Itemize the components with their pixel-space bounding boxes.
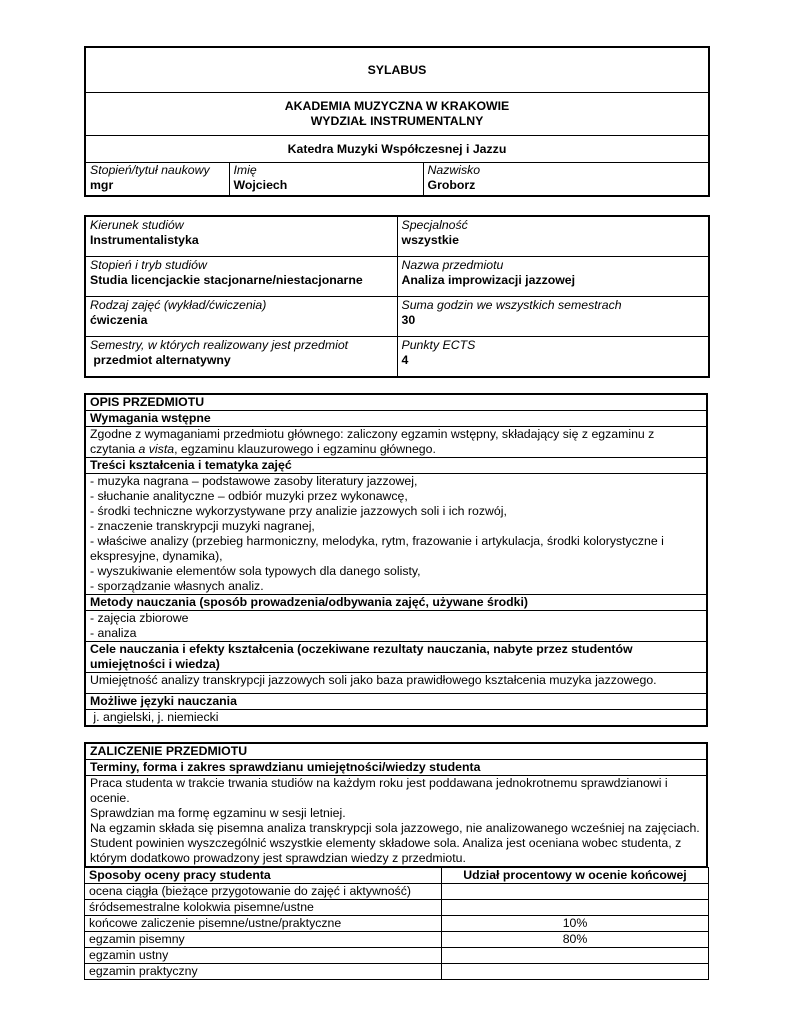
department-name: Katedra Muzyki Współczesnej i Jazzu: [85, 136, 709, 163]
specialty-label: Specjalność: [401, 218, 468, 232]
type-cell: [85, 297, 397, 337]
level-label: Stopień i tryb studiów: [90, 258, 207, 272]
list-item: - wyszukiwanie elementów sola typowych dla danego solisty,: [90, 564, 421, 578]
degree-cell: [85, 163, 229, 197]
subject-label: Nazwa przedmiotu: [401, 258, 504, 272]
ects-cell: [397, 337, 709, 378]
level-cell: [85, 257, 397, 297]
syllabus-title: SYLABUS: [85, 47, 709, 93]
hours-label: Suma godzin we wszystkich semestrach: [401, 298, 622, 312]
academy-cell: [85, 93, 709, 136]
firstname-value: Wojciech: [233, 178, 288, 192]
prereq-title: Wymagania wstępne: [85, 411, 707, 427]
table-row: [85, 932, 709, 948]
method-cell: ocena ciągła (bieżące przygotowanie do zajęć i aktywność): [85, 884, 442, 900]
share-cell: [442, 964, 709, 980]
semesters-value: przedmiot alternatywny: [90, 353, 231, 367]
specialty-value: wszystkie: [401, 233, 459, 247]
terms-text: [85, 776, 707, 868]
description-title: OPIS PRZEDMIOTU: [85, 394, 707, 411]
semesters-label: Semestry, w których realizowany jest przedmiot: [90, 338, 349, 352]
share-cell: 10%: [442, 916, 709, 932]
share-cell: 80%: [442, 932, 709, 948]
share-cell: [442, 884, 709, 900]
list-item: - środki techniczne wykorzystywane przy analizie jazzowych soli i ich rozwój,: [90, 504, 507, 518]
table-row: [85, 916, 709, 932]
table-row: [85, 884, 709, 900]
subject-value: Analiza improwizacji jazzowej: [401, 273, 576, 287]
academy-name: AKADEMIA MUZYCZNA W KRAKOWIE: [284, 99, 510, 113]
method-cell: egzamin pisemny: [85, 932, 442, 948]
firstname-label: Imię: [233, 163, 257, 177]
type-label: Rodzaj zajęć (wykład/ćwiczenia): [90, 298, 267, 312]
lastname-cell: [423, 163, 709, 197]
prereq-text-italic: a vista: [138, 442, 175, 456]
degree-label: Stopień/tytuł naukowy: [90, 163, 210, 177]
hours-cell: [397, 297, 709, 337]
prereq-text-b: , egzaminu klauzurowego i egzaminu głównego.: [174, 442, 436, 456]
firstname-cell: [229, 163, 423, 197]
description-table: [84, 393, 708, 727]
faculty-name: WYDZIAŁ INSTRUMENTALNY: [310, 114, 484, 128]
terms-paragraph: Sprawdzian ma formę egzaminu w sesji letniej.: [90, 806, 346, 820]
languages-text: j. angielski, j. niemiecki: [85, 710, 707, 727]
list-item: - muzyka nagrana – podstawowe zasoby literatury jazzowej,: [90, 474, 418, 488]
prereq-text: [85, 427, 707, 458]
lastname-label: Nazwisko: [427, 163, 481, 177]
share-cell: [442, 948, 709, 964]
grading-table: [84, 867, 709, 980]
table-row: [85, 948, 709, 964]
course-info-table: [84, 215, 710, 378]
languages-title: Możliwe języki nauczania: [85, 694, 707, 710]
terms-paragraph: Praca studenta w trakcie trwania studiów na każdym roku jest poddawana jednokrotnemu sprawdzianowi i ocenie.: [90, 776, 668, 805]
method-cell: egzamin praktyczny: [85, 964, 442, 980]
method-cell: śródsemestralne kolokwia pisemne/ustne: [85, 900, 442, 916]
table-row: [85, 964, 709, 980]
list-item: - znaczenie transkrypcji muzyki nagranej,: [90, 519, 315, 533]
assessment-title: ZALICZENIE PRZEDMIOTU: [85, 743, 707, 760]
goals-text: Umiejętność analizy transkrypcji jazzowych soli jako baza prawidłowego kształcenia muzyka jazzowego.: [85, 673, 707, 694]
field-label: Kierunek studiów: [90, 218, 184, 232]
lastname-value: Groborz: [427, 178, 476, 192]
goals-title: Cele nauczania i efekty kształcenia (oczekiwane rezultaty nauczania, nabyte przez studentów umiejętności i wiedza): [85, 642, 707, 673]
assessment-table: [84, 742, 708, 868]
field-value: Instrumentalistyka: [90, 233, 199, 247]
degree-value: mgr: [90, 178, 114, 192]
table-row: [85, 900, 709, 916]
level-value: Studia licencjackie stacjonarne/niestacjonarne: [90, 273, 363, 287]
methods-header: Sposoby oceny pracy studenta: [85, 868, 442, 884]
content-title: Treści kształcenia i tematyka zajęć: [85, 458, 707, 474]
list-item: - analiza: [90, 626, 137, 640]
specialty-cell: [397, 216, 709, 257]
prereq-text-a: Zgodne z wymaganiami przedmiotu głównego: zaliczony egzamin wstępny, składający się z egzaminu z czytania: [90, 427, 655, 456]
type-value: ćwiczenia: [90, 313, 148, 327]
terms-title: Terminy, forma i zakres sprawdzianu umiejętności/wiedzy studenta: [85, 760, 707, 776]
share-cell: [442, 900, 709, 916]
terms-paragraph: Na egzamin składa się pisemna analiza transkrypcji sola jazzowego, nie analizowanego wcześniej na zajęciach. Student powinien wyszczególnić wszystkie elementy składowe sola. Analiza jest oceniana wobec studenta, z którym dodatkowo prowadzony jest sprawdzian wiedzy z przedmiotu.: [90, 821, 700, 865]
method-cell: egzamin ustny: [85, 948, 442, 964]
content-list: [85, 474, 707, 595]
subject-cell: [397, 257, 709, 297]
methods-list: [85, 611, 707, 642]
method-cell: końcowe zaliczenie pisemne/ustne/praktyczne: [85, 916, 442, 932]
ects-value: 4: [401, 353, 409, 367]
list-item: - słuchanie analityczne – odbiór muzyki przez wykonawcę,: [90, 489, 408, 503]
field-cell: [85, 216, 397, 257]
list-item: - sporządzanie własnych analiz.: [90, 579, 264, 593]
list-item: - zajęcia zbiorowe: [90, 611, 189, 625]
ects-label: Punkty ECTS: [401, 338, 476, 352]
share-header: Udział procentowy w ocenie końcowej: [442, 868, 709, 884]
hours-value: 30: [401, 313, 416, 327]
list-item: - właściwe analizy (przebieg harmoniczny, melodyka, rytm, frazowanie i artykulacja, środki kolorystyczne i ekspresyjne, dynamika),: [90, 534, 664, 563]
header-table: [84, 46, 710, 197]
semesters-cell: [85, 337, 397, 378]
methods-title: Metody nauczania (sposób prowadzenia/odbywania zajęć, używane środki): [85, 595, 707, 611]
